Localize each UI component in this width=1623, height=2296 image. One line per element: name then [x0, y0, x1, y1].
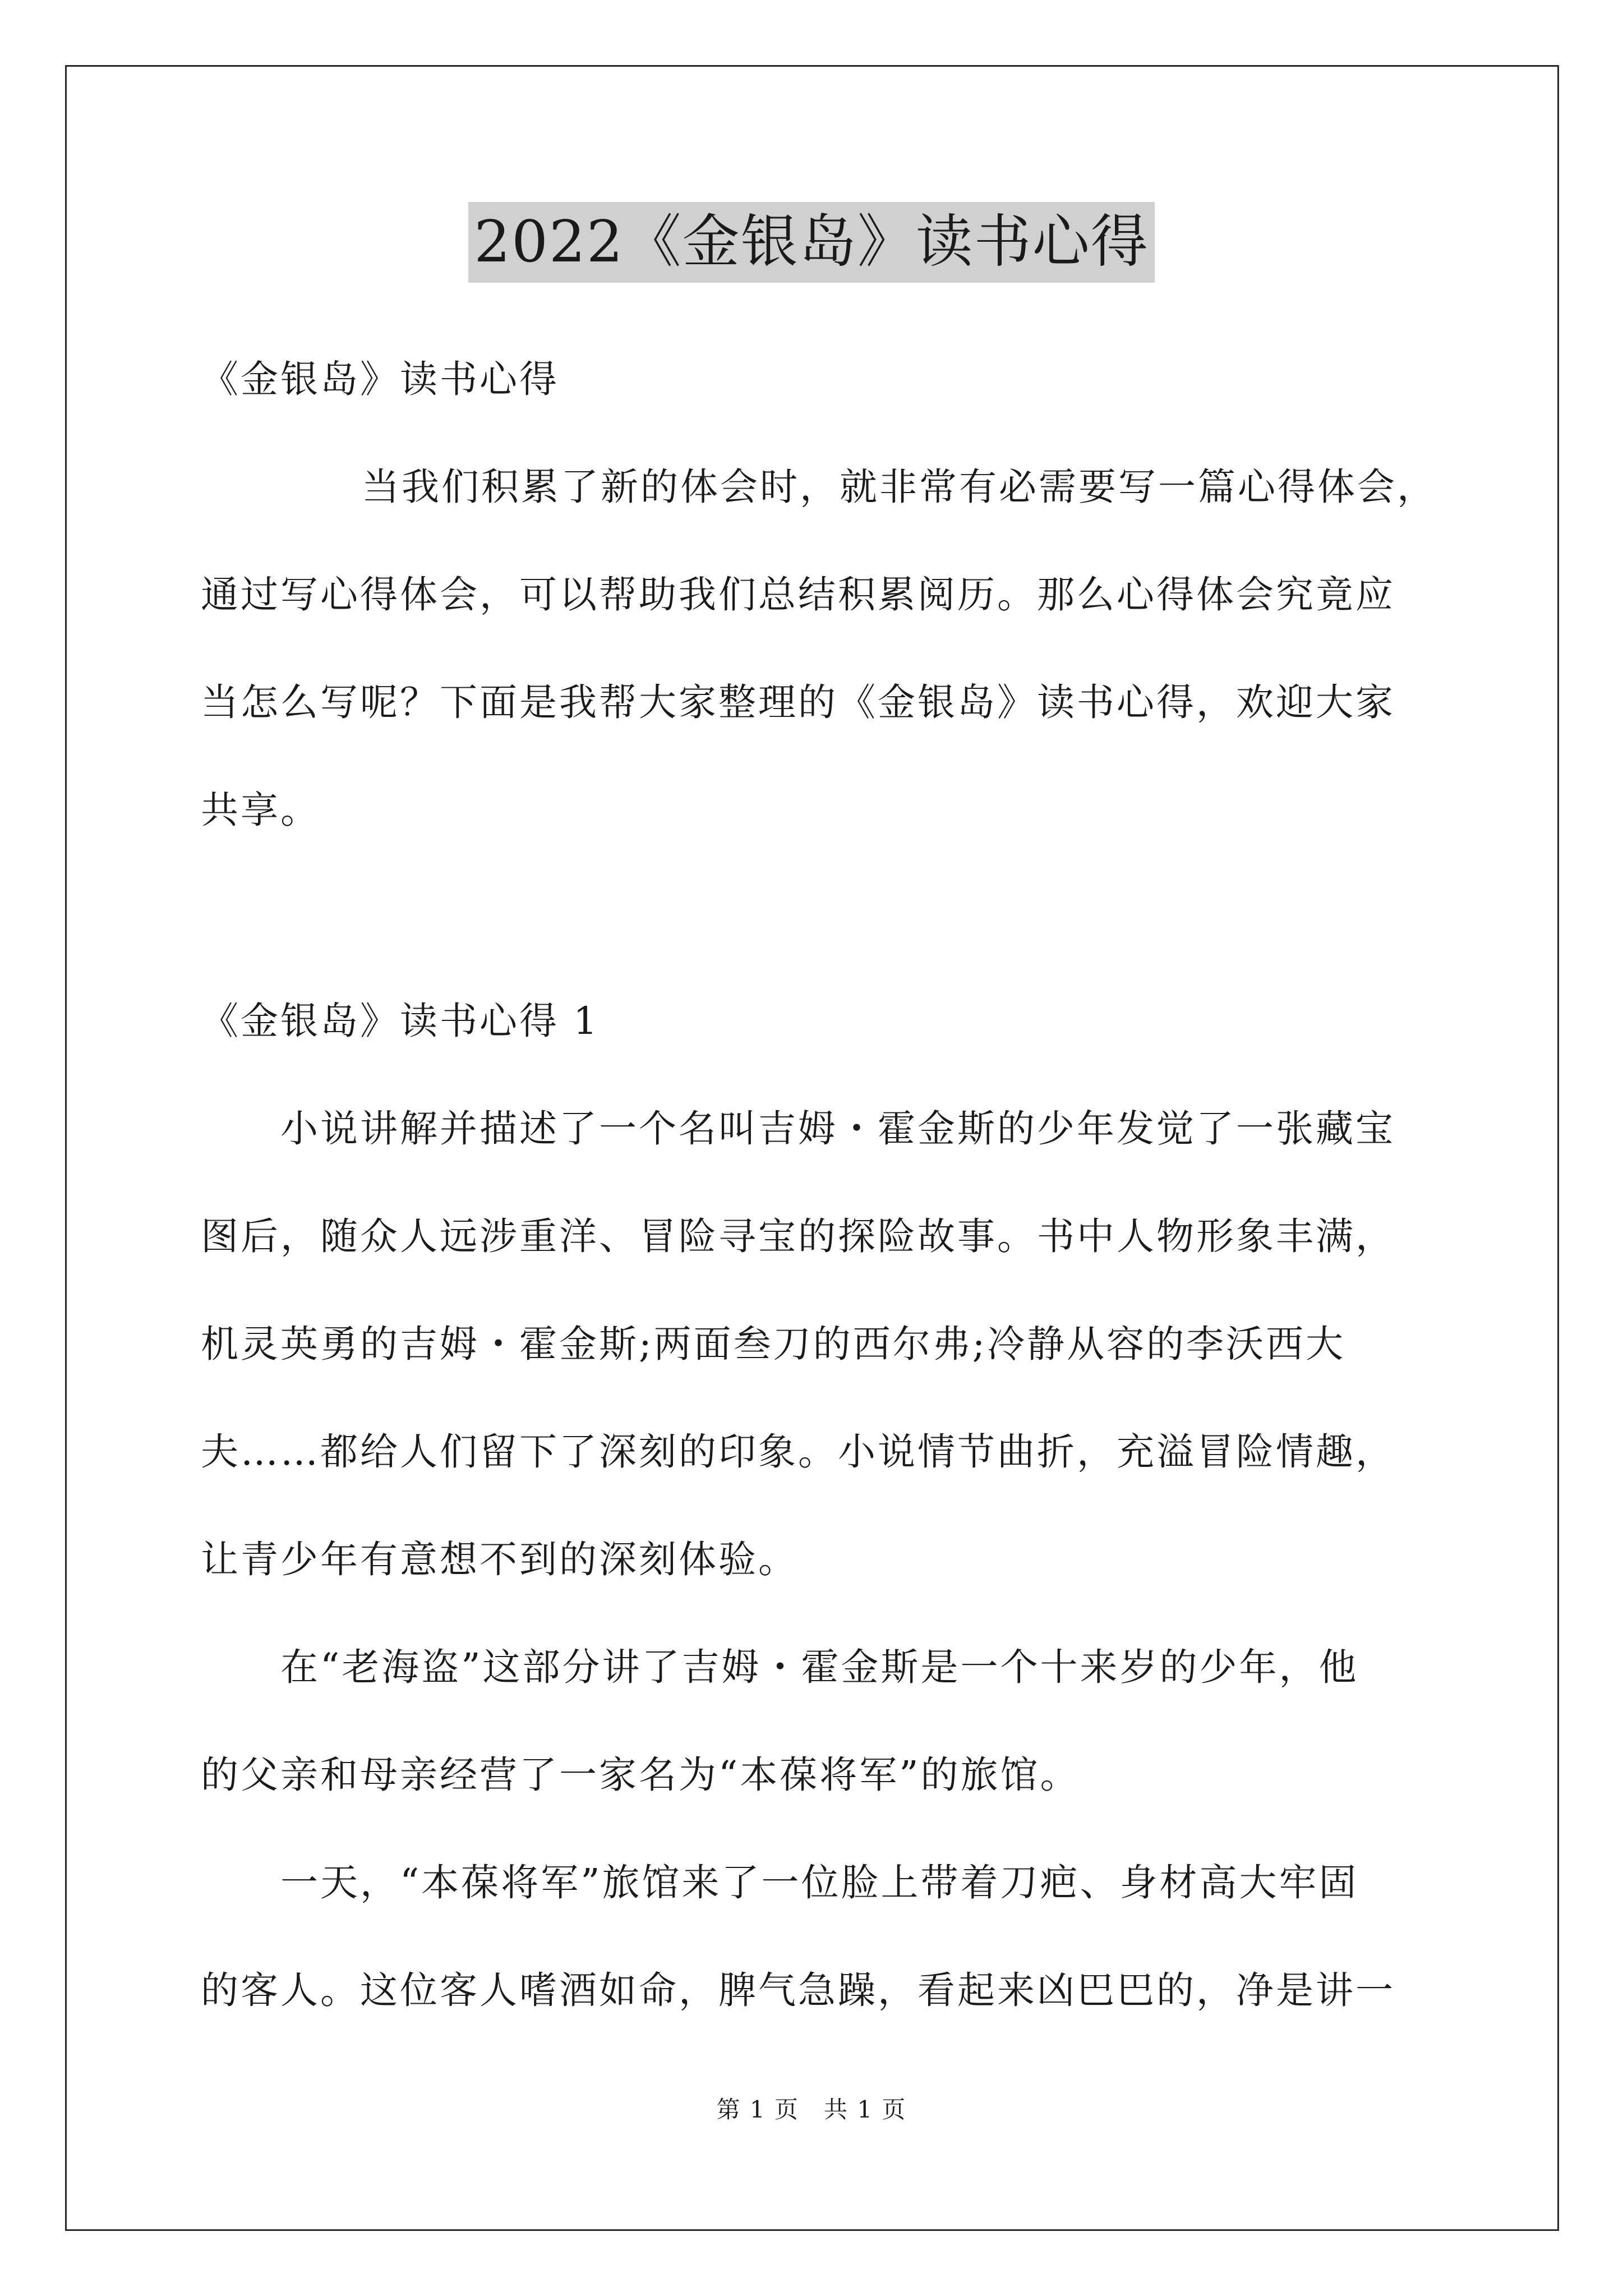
document-title: 2022《金银岛》读书心得 [468, 202, 1155, 283]
page-footer: 第 1 页 共 1 页 [716, 2096, 907, 2123]
title-container [0, 202, 1623, 283]
section-heading: 《金银岛》读书心得 1 [201, 999, 600, 1043]
paragraph2-line-2: 的父亲和母亲经营了一家名为“本葆将军”的旅馆。 [201, 1753, 1080, 1797]
paragraph1-line-5: 让青少年有意想不到的深刻体验。 [201, 1538, 798, 1581]
intro-line-2: 通过写心得体会，可以帮助我们总结积累阅历。那么心得体会究竟应 [201, 573, 1395, 616]
paragraph1-line-1: 小说讲解并描述了一个名叫吉姆・霍金斯的少年发觉了一张藏宝 [280, 1107, 1395, 1151]
paragraph2-line-1: 在“老海盗”这部分讲了吉姆・霍金斯是一个十来岁的少年，他 [280, 1645, 1359, 1689]
intro-line-1: 当我们积累了新的体会时，就非常有必需要写一篇心得体会， [362, 465, 1437, 509]
subtitle: 《金银岛》读书心得 [201, 357, 559, 401]
paragraph1-line-2: 图后，随众人远涉重洋、冒险寻宝的探险故事。书中人物形象丰满， [201, 1214, 1395, 1258]
paragraph1-line-3: 机灵英勇的吉姆・霍金斯;两面叁刀的西尔弗;冷静从容的李沃西大 [201, 1322, 1346, 1366]
intro-line-4: 共享。 [201, 788, 320, 832]
paragraph3-line-1: 一天，“本葆将军”旅馆来了一位脸上带着刀疤、身材高大牢固 [280, 1861, 1359, 1904]
intro-line-3: 当怎么写呢？下面是我帮大家整理的《金银岛》读书心得，欢迎大家 [201, 680, 1395, 724]
paragraph1-line-4: 夫……都给人们留下了深刻的印象。小说情节曲折，充溢冒险情趣， [201, 1430, 1395, 1474]
paragraph3-line-2: 的客人。这位客人嗜酒如命，脾气急躁，看起来凶巴巴的，净是讲一 [201, 1968, 1395, 2012]
